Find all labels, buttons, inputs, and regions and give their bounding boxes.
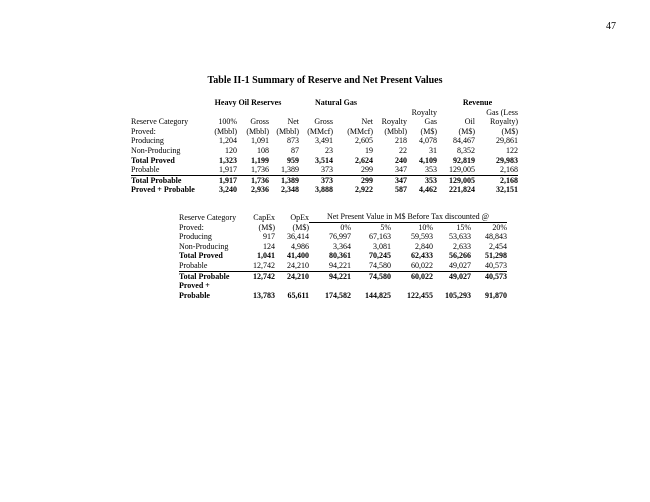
- row-label: Total Probable: [179, 271, 245, 281]
- table-cell: 60,022: [391, 271, 433, 281]
- table-cell: 3,081: [373, 241, 391, 251]
- table-cell: 65,611: [287, 290, 309, 300]
- table-cell: 8,352: [457, 145, 475, 155]
- table-cell: 299: [333, 175, 373, 185]
- table-cell: 24,210: [287, 260, 309, 270]
- table-row: [131, 175, 518, 185]
- table-cell: 2,922: [355, 185, 373, 195]
- npv-header: Net Present Value in M$ Before Tax discounted @: [309, 212, 507, 222]
- reserves-table: [131, 98, 518, 195]
- table-cell: 87: [291, 145, 299, 155]
- table-row: [131, 165, 518, 175]
- row-label: Proved +: [179, 281, 210, 291]
- table-cell: 347: [395, 165, 407, 175]
- table-cell: 4,462: [419, 185, 437, 195]
- header-cell: 10%: [418, 222, 433, 232]
- table-cell: 2,348: [281, 185, 299, 195]
- table-cell: 221,824: [449, 185, 475, 195]
- table-cell: 2,840: [415, 241, 433, 251]
- row-label: Non-Producing: [131, 145, 181, 155]
- table-row: [179, 242, 507, 252]
- header-cell: (MMcf): [307, 126, 333, 136]
- row-label: Total Proved: [179, 251, 223, 261]
- table-cell: 174,582: [325, 290, 351, 300]
- table-cell: 1,736: [251, 165, 269, 175]
- header-cell: (MMcf): [347, 126, 373, 136]
- table-cell: 29,861: [496, 136, 518, 146]
- header-cell: Oil: [464, 117, 475, 127]
- table-cell: 56,266: [449, 251, 471, 261]
- npv-header-row-2: [179, 222, 507, 232]
- table-cell: 105,293: [445, 290, 471, 300]
- header-row-1: [131, 108, 518, 118]
- header-cell: 0%: [340, 222, 351, 232]
- table-cell: 22: [399, 145, 407, 155]
- table-row: [179, 291, 507, 301]
- table-cell: 32,151: [496, 185, 518, 195]
- table-cell: 67,163: [369, 232, 391, 242]
- header-cell: (Mbbl): [384, 126, 407, 136]
- revenue-header: Revenue: [462, 98, 493, 107]
- table-cell: 31: [429, 145, 437, 155]
- heavy-oil-header: Heavy Oil Reserves: [214, 98, 282, 107]
- table-cell: 49,027: [449, 260, 471, 270]
- table-cell: 41,400: [287, 251, 309, 261]
- table-cell: 13,783: [253, 290, 275, 300]
- table-row: [131, 185, 518, 195]
- table-cell: 240: [395, 155, 407, 165]
- table-cell: 1,041: [257, 251, 275, 261]
- table-cell: 19: [365, 145, 373, 155]
- table-row: [131, 146, 518, 156]
- table-cell: 2,633: [453, 241, 471, 251]
- table-cell: 129,005: [437, 175, 475, 185]
- header-cell: 100%: [218, 117, 237, 127]
- header-cell: Gross: [314, 117, 333, 127]
- table-cell: 84,467: [453, 136, 475, 146]
- table-cell: 1,389: [269, 175, 299, 185]
- table-row: [179, 232, 507, 242]
- table-cell: 2,168: [500, 165, 518, 175]
- table-cell: 91,870: [485, 290, 507, 300]
- table-cell: 1,736: [237, 175, 269, 185]
- table-cell: 40,573: [471, 271, 507, 281]
- table-cell: 70,245: [369, 251, 391, 261]
- header-cell: (M$): [501, 126, 518, 136]
- header-cell: (M$): [458, 126, 475, 136]
- table-row: [179, 261, 507, 271]
- header-cell: (Mbbl): [214, 126, 237, 136]
- row-label: Probable: [179, 260, 208, 270]
- table-cell: 3,491: [315, 136, 333, 146]
- row-label: Total Proved: [131, 155, 175, 165]
- table-cell: 94,221: [329, 260, 351, 270]
- table-row: [131, 136, 518, 146]
- table-cell: 3,364: [333, 241, 351, 251]
- row-label: Total Probable: [131, 175, 197, 185]
- table-row: [179, 281, 507, 291]
- table-cell: 12,742: [245, 271, 275, 281]
- header-cell: Royalty): [490, 117, 518, 127]
- table-cell: 51,298: [485, 251, 507, 261]
- table-cell: 1,091: [251, 136, 269, 146]
- table-cell: 917: [263, 232, 275, 242]
- row-label: Probable: [179, 290, 210, 300]
- table-cell: 3,888: [315, 185, 333, 195]
- table-cell: 4,986: [291, 241, 309, 251]
- header-cell: (M$): [292, 222, 309, 232]
- table-cell: 3,240: [219, 185, 237, 195]
- table-cell: 2,168: [475, 175, 518, 185]
- header-cell: Proved:: [179, 222, 204, 232]
- table-cell: 347: [373, 175, 407, 185]
- table-cell: 218: [395, 136, 407, 146]
- table-cell: 94,221: [309, 271, 351, 281]
- table-cell: 2,936: [251, 185, 269, 195]
- header-cell: (M$): [420, 126, 437, 136]
- table-cell: 1,204: [219, 136, 237, 146]
- table-cell: 40,573: [485, 260, 507, 270]
- group-header-row: [131, 98, 518, 108]
- table-cell: 122: [506, 145, 518, 155]
- table-cell: 62,433: [411, 251, 433, 261]
- table-cell: 108: [257, 145, 269, 155]
- table-cell: 1,323: [219, 155, 237, 165]
- table-cell: 23: [325, 145, 333, 155]
- table-cell: 144,825: [365, 290, 391, 300]
- npv-header-row-1: [179, 212, 507, 222]
- table-cell: 1,199: [251, 155, 269, 165]
- table-cell: 74,580: [369, 260, 391, 270]
- row-label: Proved + Probable: [131, 185, 195, 195]
- table-cell: 12,742: [253, 260, 275, 270]
- header-cell: Royalty: [411, 107, 437, 117]
- header-cell: 5%: [380, 222, 391, 232]
- table-cell: 4,078: [419, 136, 437, 146]
- table-cell: 80,361: [329, 251, 351, 261]
- header-cell: Gross: [250, 117, 269, 127]
- table-cell: 29,983: [496, 155, 518, 165]
- table-cell: 48,843: [485, 232, 507, 242]
- table-cell: 74,580: [351, 271, 391, 281]
- row-label: Producing: [179, 232, 212, 242]
- table-cell: 59,593: [411, 232, 433, 242]
- table-cell: 60,022: [411, 260, 433, 270]
- header-cell: CapEx: [253, 212, 275, 222]
- table-cell: 373: [321, 165, 333, 175]
- table-cell: 2,454: [489, 241, 507, 251]
- header-cell: Reserve Category: [131, 117, 189, 127]
- table-cell: 373: [299, 175, 333, 185]
- table-cell: 1,917: [219, 165, 237, 175]
- natural-gas-header: Natural Gas: [315, 98, 357, 107]
- table-cell: 124: [263, 241, 275, 251]
- header-cell: (Mbbl): [246, 126, 269, 136]
- page-number: 47: [606, 21, 616, 32]
- table-cell: 873: [287, 136, 299, 146]
- header-cell: (M$): [258, 222, 275, 232]
- table-cell: 353: [425, 165, 437, 175]
- row-label: Producing: [131, 136, 164, 146]
- header-cell: 20%: [492, 222, 507, 232]
- header-cell: Gas (Less: [486, 107, 518, 117]
- row-label: Probable: [131, 165, 160, 175]
- table-cell: 1,917: [197, 175, 237, 185]
- table-cell: 587: [395, 185, 407, 195]
- table-cell: 53,633: [449, 232, 471, 242]
- table-cell: 3,514: [315, 155, 333, 165]
- npv-table: [179, 212, 507, 300]
- row-label: Non-Producing: [179, 241, 229, 251]
- table-cell: 24,210: [275, 271, 309, 281]
- table-row: [179, 251, 507, 261]
- header-cell: OpEx: [290, 212, 309, 222]
- table-cell: 2,624: [355, 155, 373, 165]
- table-cell: 299: [361, 165, 373, 175]
- table-cell: 92,819: [453, 155, 475, 165]
- table-cell: 76,997: [329, 232, 351, 242]
- table-cell: 2,605: [355, 136, 373, 146]
- table-cell: 129,005: [449, 165, 475, 175]
- header-cell: Proved:: [131, 126, 156, 136]
- table-cell: 4,109: [419, 155, 437, 165]
- header-cell: Net: [287, 117, 299, 127]
- table-row: [179, 271, 507, 281]
- header-cell: Net: [361, 117, 373, 127]
- header-cell: 15%: [456, 222, 471, 232]
- table-cell: 353: [407, 175, 437, 185]
- table-cell: 1,389: [281, 165, 299, 175]
- table-cell: 959: [287, 155, 299, 165]
- header-row-2: [131, 117, 518, 127]
- table-row: [131, 156, 518, 166]
- table-cell: 49,027: [433, 271, 471, 281]
- header-row-3: [131, 127, 518, 137]
- header-cell: Royalty: [381, 117, 407, 127]
- table-cell: 36,414: [287, 232, 309, 242]
- header-cell: Reserve Category: [179, 212, 237, 222]
- table-cell: 122,455: [407, 290, 433, 300]
- table-cell: 120: [225, 145, 237, 155]
- table-title: Table II-1 Summary of Reserve and Net Present Values: [207, 75, 443, 86]
- header-cell: (Mbbl): [276, 126, 299, 136]
- header-cell: Gas: [424, 117, 437, 127]
